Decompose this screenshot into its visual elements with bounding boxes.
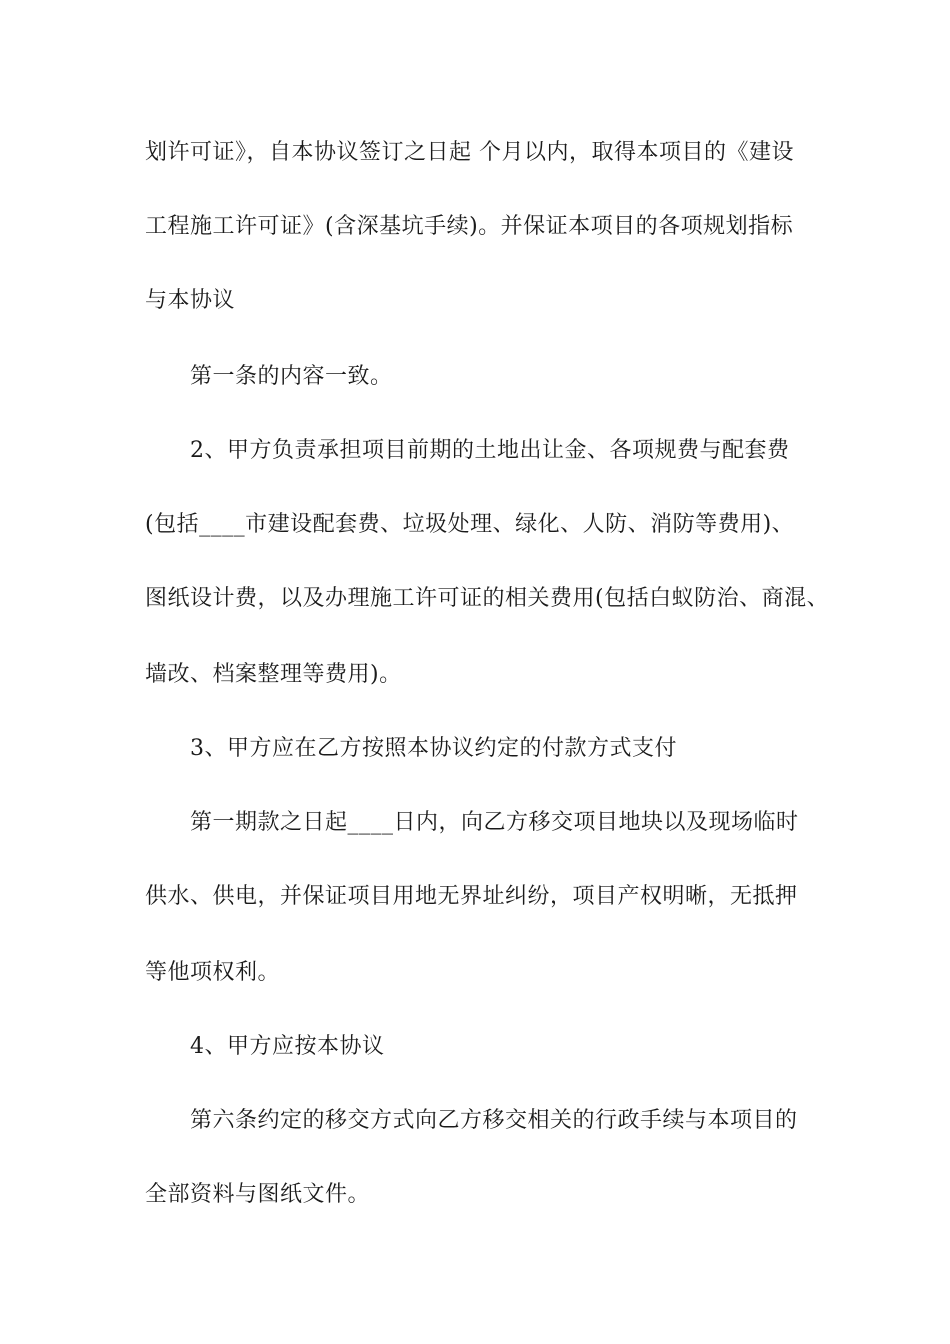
text-line-3: 与本协议 [145,288,236,313]
text-line-9: 3、甲方应在乙方按照本协议约定的付款方式支付 [190,736,677,761]
text-line-13: 4、甲方应按本协议 [190,1034,385,1059]
text-line-14: 第六条约定的移交方式向乙方移交相关的行政手续与本项目的 [190,1108,798,1133]
text-line-10: 第一期款之日起____日内，向乙方移交项目地块以及现场临时 [190,810,799,835]
text-line-1: 划许可证》，自本协议签订之日起 个月以内，取得本项目的《建设 [145,140,794,165]
text-line-6: (包括____市建设配套费、垃圾处理、绿化、人防、消防等费用)、 [145,512,795,537]
text-line-4: 第一条的内容一致。 [190,364,393,389]
text-line-5: 2、甲方负责承担项目前期的土地出让金、各项规费与配套费 [190,438,790,463]
text-line-15: 全部资料与图纸文件。 [145,1182,371,1207]
text-line-7: 图纸设计费，以及办理施工许可证的相关费用(包括白蚁防治、商混、 [145,586,830,611]
text-line-12: 等他项权利。 [145,960,281,985]
text-line-11: 供水、供电，并保证项目用地无界址纠纷，项目产权明晰，无抵押 [145,884,798,909]
text-line-2: 工程施工许可证》(含深基坑手续)。并保证本项目的各项规划指标 [145,214,794,239]
text-line-8: 墙改、档案整理等费用)。 [145,662,402,687]
